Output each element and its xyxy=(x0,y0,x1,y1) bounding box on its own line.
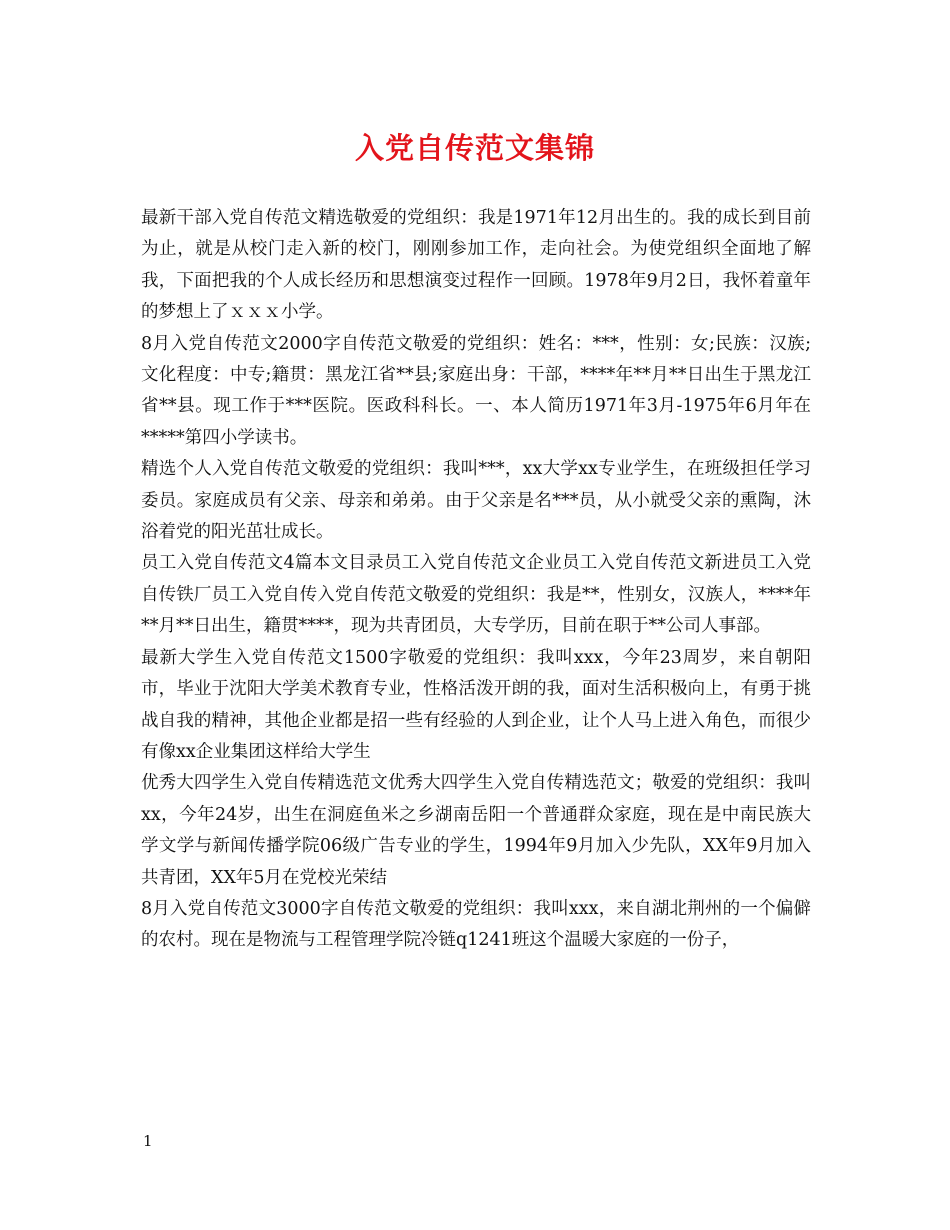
paragraph-5: 最新大学生入党自传范文1500字敬爱的党组织：我叫xxx，今年23周岁，来自朝阳市，毕业于沈阳大学美术教育专业，性格活泼开朗的我，面对生活积极向上，有勇于挑战自我的精神，其他企业都是招一些有经验的人到企业，让个人马上进入角色，而很少有像xx企业集团这样给大学生 xyxy=(141,647,811,762)
paragraph-3: 精选个人入党自传范文敬爱的党组织：我叫***，xx大学xx专业学生，在班级担任学习委员。家庭成员有父亲、母亲和弟弟。由于父亲是名***员，从小就受父亲的熏陶，沐浴着党的阳光茁壮成长。 xyxy=(141,459,811,543)
paragraph-4: 员工入党自传范文4篇本文目录员工入党自传范文企业员工入党自传范文新进员工入党自传铁厂员工入党自传入党自传范文敬爱的党组织：我是**，性别女，汉族人，****年**月**日出生，籍贯****，现为共青团员，大专学历，目前在职于**公司人事部。 xyxy=(141,553,811,637)
paragraph-2: 8月入党自传范文2000字自传范文敬爱的党组织：姓名：***，性别：女;民族：汉族;文化程度：中专;籍贯：黑龙江省**县;家庭出身：干部，****年**月**日出生于黑龙江省**县。现工作于***医院。医政科科长。一、本人简历1971年3月-1975年6月年在*****第四小学读书。 xyxy=(141,333,811,448)
paragraph-1: 最新干部入党自传范文精选敬爱的党组织：我是1971年12月出生的。我的成长到目前为止，就是从校门走入新的校门，刚刚参加工作，走向社会。为使党组织全面地了解我，下面把我的个人成长经历和思想演变过程作一回顾。1978年9月2日，我怀着童年的梦想上了ｘｘｘ小学。 xyxy=(141,208,811,323)
document-body xyxy=(141,203,811,957)
paragraph-6: 优秀大四学生入党自传精选范文优秀大四学生入党自传精选范文；敬爱的党组织：我叫xx，今年24岁，出生在洞庭鱼米之乡湖南岳阳一个普通群众家庭，现在是中南民族大学文学与新闻传播学院06级广告专业的学生，1994年9月加入少先队，XX年9月加入共青团，XX年5月在党校光荣结 xyxy=(141,773,811,888)
page-number: 1 xyxy=(143,1132,153,1150)
paragraph-7: 8月入党自传范文3000字自传范文敬爱的党组织：我叫xxx，来自湖北荆州的一个偏僻的农村。现在是物流与工程管理学院冷链q1241班这个温暖大家庭的一份子， xyxy=(141,898,811,951)
document-title: 入党自传范文集锦 xyxy=(354,131,595,165)
